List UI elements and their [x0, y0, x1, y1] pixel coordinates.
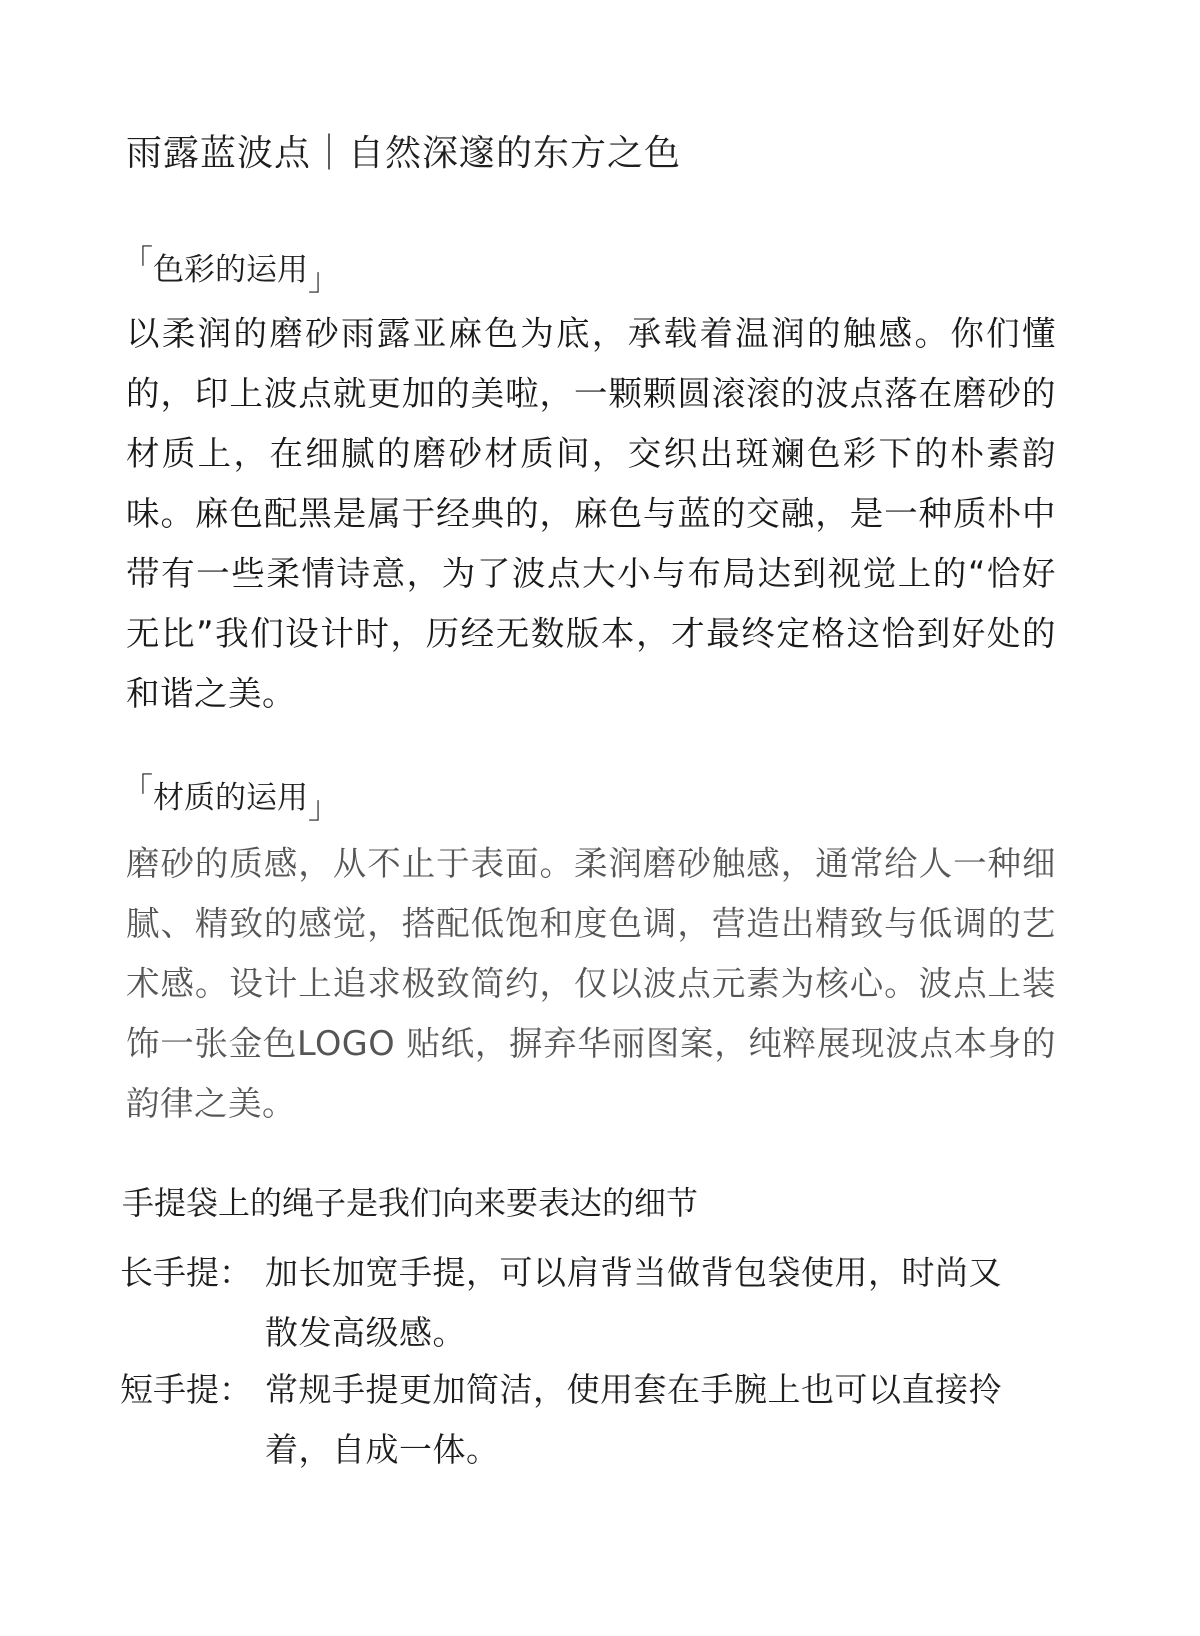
corner-bracket-open: 「	[122, 772, 153, 808]
corner-bracket-close: 」	[308, 262, 339, 298]
rope-detail-heading: 手提袋上的绳子是我们向来要表达的细节	[122, 1184, 699, 1222]
article-title: 雨露蓝波点｜自然深邃的东方之色	[126, 133, 682, 174]
section-heading-material	[122, 772, 522, 826]
long-handle-description: 加长加宽手提，可以肩背当做背包袋使用，时尚又散发高级感。	[265, 1253, 1002, 1352]
section-heading-color	[122, 244, 522, 298]
color-usage-paragraph: 以柔润的磨砂雨露亚麻色为底，承载着温润的触感。你们懂的，印上波点就更加的美啦，一颗颗圆滚滚的波点落在磨砂的材质上，在细腻的磨砂材质间，交织出斑斓色彩下的朴素韵味。麻色配黑是属于经典的，麻色与蓝的交融，是一种质朴中带有一些柔情诗意，为了波点大小与布局达到视觉上的“恰好无比”我们设计时，历经无数版本，才最终定格这恰到好处的和谐之美。	[126, 314, 1056, 713]
short-handle-description: 常规手提更加简洁，使用套在手腕上也可以直接拎着，自成一体。	[265, 1370, 1002, 1469]
corner-bracket-open: 「	[122, 244, 153, 280]
short-handle-label: 短手提：	[120, 1370, 252, 1409]
section-heading-label: 材质的运用	[153, 780, 308, 816]
section-heading-label: 色彩的运用	[153, 252, 308, 288]
material-usage-paragraph: 磨砂的质感，从不止于表面。柔润磨砂触感，通常给人一种细腻、精致的感觉，搭配低饱和度色调，营造出精致与低调的艺术感。设计上追求极致简约，仅以波点元素为核心。波点上装饰一张金色LOGO 贴纸，摒弃华丽图案，纯粹展现波点本身的韵律之美。	[126, 844, 1056, 1123]
long-handle-label: 长手提：	[120, 1253, 252, 1292]
corner-bracket-close: 」	[308, 790, 339, 826]
